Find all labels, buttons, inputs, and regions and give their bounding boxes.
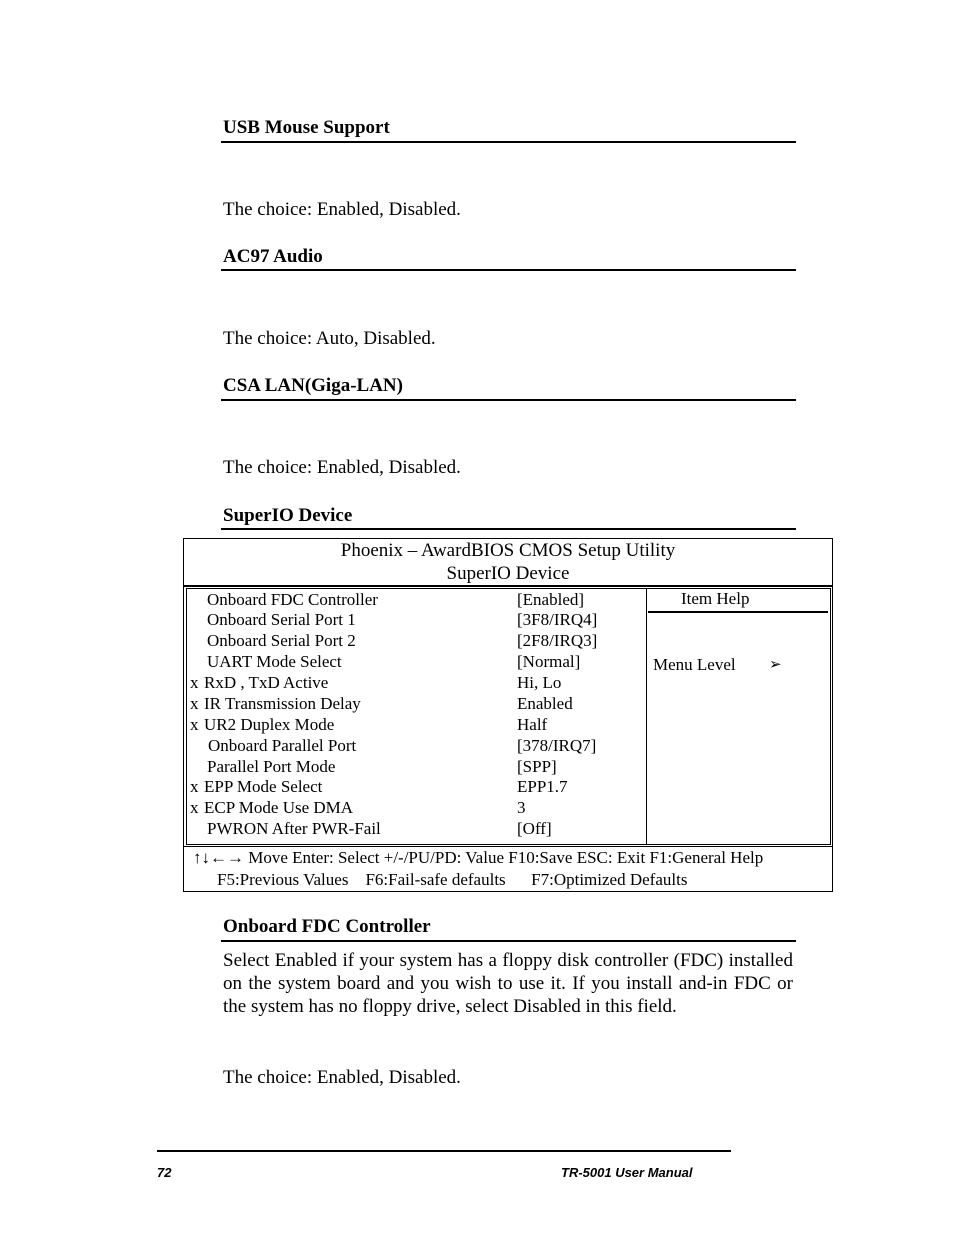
bios-item-value: [2F8/IRQ3]	[517, 631, 598, 650]
heading-rule	[221, 528, 796, 530]
page-number: 72	[157, 1165, 172, 1180]
choice-text-usb-mouse: The choice: Enabled, Disabled.	[223, 199, 461, 220]
bios-title-box	[183, 538, 833, 586]
bios-item-label: EPP Mode Select	[204, 777, 323, 796]
choice-text-ac97: The choice: Auto, Disabled.	[223, 328, 436, 349]
bios-item-prefix: x	[190, 694, 199, 713]
bios-key-legend-line1: ↑↓←→ Move Enter: Select +/-/PU/PD: Value F10:Save ESC: Exit F1:General Help	[193, 848, 764, 867]
bios-item-label: Onboard Serial Port 2	[207, 631, 356, 650]
fdc-description: Select Enabled if your system has a floppy disk controller (FDC) installed on the system board and you wish to use it. If you install and-in FDC or the system has no floppy drive, select Disabled in this field.	[223, 950, 793, 1017]
menu-level-arrow-icon: ➢	[769, 657, 782, 673]
bios-item-label: Parallel Port Mode	[207, 757, 336, 776]
bios-item-value: 3	[517, 798, 526, 817]
bios-item-value: [SPP]	[517, 757, 557, 776]
heading-rule	[221, 399, 796, 401]
bios-item-label: UART Mode Select	[207, 652, 342, 671]
bios-item-label: Onboard FDC Controller	[207, 590, 378, 609]
bios-subtitle: SuperIO Device	[446, 563, 570, 584]
heading-rule	[221, 141, 796, 143]
bios-item-prefix: x	[190, 715, 199, 734]
page-footer-rule	[157, 1150, 731, 1152]
bios-item-label: UR2 Duplex Mode	[204, 715, 335, 734]
bios-key-legend-line2: F5:Previous Values F6:Fail-safe defaults F7:Optimized Defaults	[217, 870, 688, 889]
section-heading-csa-lan: CSA LAN(Giga-LAN)	[223, 375, 403, 396]
heading-rule	[221, 269, 796, 271]
section-heading-superio: SuperIO Device	[223, 505, 353, 526]
bios-item-prefix: x	[190, 798, 199, 817]
bios-item-label: ECP Mode Use DMA	[204, 798, 354, 817]
bios-item-value: [Normal]	[517, 652, 581, 671]
item-help-rule	[648, 611, 828, 613]
bios-item-label: Onboard Parallel Port	[208, 736, 357, 755]
bios-item-prefix: x	[190, 777, 199, 796]
section-heading-fdc: Onboard FDC Controller	[223, 916, 431, 937]
bios-item-value: Hi, Lo	[517, 673, 562, 692]
menu-level-label: Menu Level	[653, 655, 736, 674]
bios-item-value: Half	[517, 715, 548, 734]
bios-title: Phoenix – AwardBIOS CMOS Setup Utility	[340, 540, 676, 561]
choice-text-csa-lan: The choice: Enabled, Disabled.	[223, 457, 461, 478]
bios-item-prefix: x	[190, 673, 199, 692]
bios-item-label: Onboard Serial Port 1	[207, 610, 356, 629]
bios-item-value: [3F8/IRQ4]	[517, 610, 598, 629]
choice-text-fdc: The choice: Enabled, Disabled.	[223, 1067, 461, 1088]
section-heading-usb-mouse: USB Mouse Support	[223, 117, 390, 138]
bios-item-value: [Off]	[517, 819, 552, 838]
bios-item-value: Enabled	[517, 694, 573, 713]
bios-item-label: IR Transmission Delay	[204, 694, 361, 713]
bios-item-value: EPP1.7	[517, 777, 568, 796]
bios-item-value: [Enabled]	[517, 590, 585, 609]
bios-item-label: RxD , TxD Active	[204, 673, 329, 692]
section-heading-ac97: AC97 Audio	[223, 246, 323, 267]
bios-help-panel	[646, 588, 831, 845]
heading-rule	[221, 940, 796, 942]
bios-item-value: [378/IRQ7]	[517, 736, 597, 755]
bios-item-label: PWRON After PWR-Fail	[207, 819, 381, 838]
manual-title: TR-5001 User Manual	[561, 1165, 693, 1180]
item-help-title: Item Help	[681, 589, 750, 608]
